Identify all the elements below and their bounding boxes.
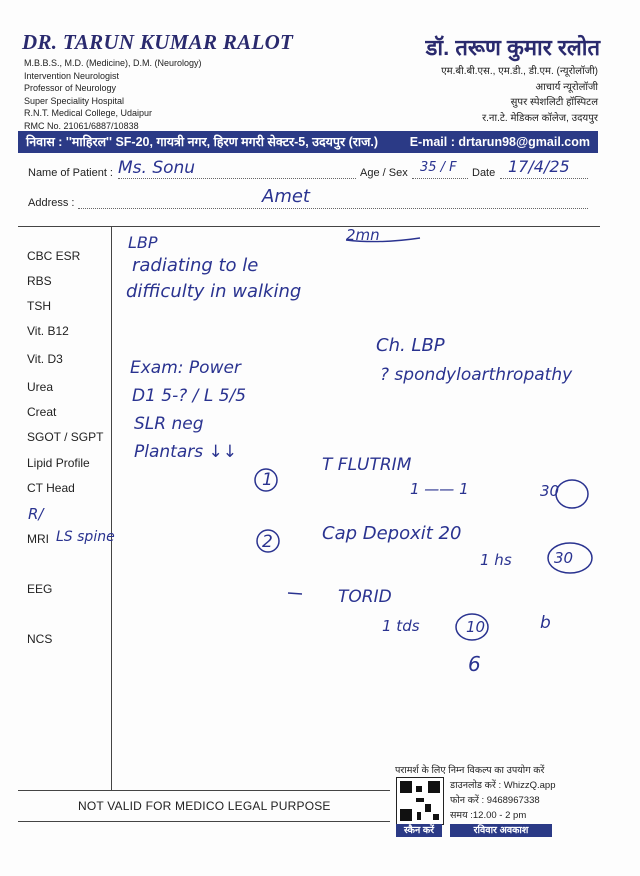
qr-module bbox=[417, 812, 421, 820]
phone-line: फोन करें : 9468967338 bbox=[450, 795, 540, 806]
patient-name-handwritten: Ms. Sonu bbox=[118, 158, 196, 178]
complaint-handwritten: difficulty in walking bbox=[126, 281, 302, 302]
doctor-name-hi: डॉ. तरूण कुमार रलोत bbox=[425, 35, 600, 60]
complaint-handwritten: LBP bbox=[128, 233, 158, 252]
qualification-line: R.N.T. Medical College, Udaipur bbox=[24, 108, 153, 119]
exam-handwritten: Exam: Power bbox=[130, 358, 241, 378]
test-item: RBS bbox=[27, 274, 52, 288]
test-item: Vit. D3 bbox=[27, 352, 63, 366]
rx-days-handwritten: 30 bbox=[540, 482, 560, 500]
qualification-line: Super Speciality Hospital bbox=[24, 95, 125, 106]
rx-drug-handwritten: Cap Depoxit 20 bbox=[322, 523, 462, 544]
test-item: EEG bbox=[27, 582, 53, 596]
underline-mark bbox=[346, 238, 420, 242]
rx-drug-handwritten: T FLUTRIM bbox=[322, 455, 412, 475]
qr-finder bbox=[400, 809, 412, 821]
download-line: डाउनलोड करें : WhizzQ.app bbox=[450, 780, 556, 791]
holiday-badge: रविवार अवकाश bbox=[450, 824, 552, 837]
rx-extra-handwritten: b bbox=[540, 613, 551, 633]
time-line: समय :12.00 - 2 pm bbox=[450, 810, 527, 821]
address-label: Address : bbox=[28, 197, 75, 209]
scan-badge: स्कैन करें bbox=[396, 824, 442, 837]
rx-dose-handwritten: 1 hs bbox=[480, 551, 512, 569]
days-circle-mark bbox=[456, 614, 488, 640]
mri-note-handwritten: LS spine bbox=[56, 529, 115, 545]
rx-dose-handwritten: 1 —— 1 bbox=[410, 480, 469, 498]
qualification-line: Intervention Neurologist bbox=[24, 70, 120, 81]
diagnosis-handwritten: Ch. LBP bbox=[376, 335, 445, 356]
qualification-line-hi: एम.बी.बी.एस., एम.डी., डी.एम. (न्यूरोलॉजी) bbox=[441, 66, 598, 77]
doctor-name-en: DR. TARUN KUMAR RALOT bbox=[22, 30, 294, 54]
rx-mark-handwritten: 6 bbox=[468, 652, 481, 676]
test-item: CT Head bbox=[27, 481, 75, 495]
dash-mark bbox=[288, 593, 302, 594]
tick-mark-handwritten: R/ bbox=[28, 505, 44, 523]
qr-module bbox=[433, 814, 439, 820]
address-handwritten: Amet bbox=[262, 186, 310, 207]
age-sex-label: Age / Sex bbox=[360, 167, 408, 179]
rx-days-handwritten: 30 bbox=[554, 549, 574, 567]
residence-address: निवास : ''माहिरल'' SF-20, गायत्री नगर, हिरण मगरी सेक्टर-5, उदयपुर (राज.) bbox=[26, 135, 379, 149]
rx-dose-handwritten: 1 tds bbox=[382, 617, 420, 635]
qr-finder bbox=[400, 781, 412, 793]
qr-module bbox=[416, 798, 424, 802]
qualification-line: Professor of Neurology bbox=[24, 83, 117, 94]
exam-handwritten: Plantars ↓↓ bbox=[134, 442, 237, 462]
qr-code-icon[interactable] bbox=[396, 777, 444, 825]
rx-number-handwritten: 1 bbox=[262, 470, 273, 490]
test-item: NCS bbox=[27, 632, 53, 646]
qr-module bbox=[416, 786, 422, 792]
test-item: Urea bbox=[27, 380, 54, 394]
qualification-line: RMC No. 21061/6887/10838 bbox=[24, 120, 139, 131]
name-label: Name of Patient : bbox=[28, 167, 113, 179]
duration-handwritten: 2mn bbox=[346, 226, 380, 244]
qualification-line: M.B.B.S., M.D. (Medicine), D.M. (Neurology) bbox=[24, 58, 202, 68]
days-circle-mark bbox=[548, 543, 592, 573]
complaint-handwritten: radiating to le bbox=[132, 255, 259, 276]
days-circle-mark bbox=[556, 480, 588, 508]
qr-finder bbox=[428, 781, 440, 793]
consult-title: परामर्श के लिए निम्न विकल्प का उपयोग करें bbox=[395, 765, 545, 776]
date-label: Date bbox=[472, 167, 496, 179]
email-address: E-mail : drtarun98@gmail.com bbox=[409, 135, 590, 149]
test-item: TSH bbox=[27, 299, 51, 313]
rx-circle-mark bbox=[257, 530, 279, 552]
age-sex-handwritten: 35 / F bbox=[420, 160, 457, 175]
rx-days-handwritten: 10 bbox=[466, 618, 486, 636]
date-handwritten: 17/4/25 bbox=[508, 157, 570, 176]
rx-circle-mark bbox=[255, 469, 277, 491]
test-item: MRI bbox=[27, 532, 49, 546]
test-item: CBC ESR bbox=[27, 249, 81, 263]
test-item: Creat bbox=[27, 405, 57, 419]
test-item: Vit. B12 bbox=[27, 324, 69, 338]
rx-drug-handwritten: TORID bbox=[338, 587, 392, 607]
qualification-line-hi: सुपर स्पेशलिटी हॉस्पिटल bbox=[510, 97, 598, 108]
test-item: Lipid Profile bbox=[27, 456, 90, 470]
test-item: SGOT / SGPT bbox=[27, 430, 104, 444]
qualification-line-hi: र.ना.टे. मेडिकल कॉलेज, उदयपुर bbox=[482, 112, 598, 124]
not-valid-notice: NOT VALID FOR MEDICO LEGAL PURPOSE bbox=[78, 799, 331, 813]
diagnosis-handwritten: ? spondyloarthropathy bbox=[380, 365, 573, 385]
exam-handwritten: SLR neg bbox=[134, 414, 204, 434]
qualification-line-hi: आचार्य न्यूरोलॉजी bbox=[535, 81, 598, 93]
qr-module bbox=[425, 804, 431, 812]
rx-number-handwritten: 2 bbox=[262, 532, 273, 552]
exam-handwritten: D1 5-? / L 5/5 bbox=[132, 386, 247, 406]
